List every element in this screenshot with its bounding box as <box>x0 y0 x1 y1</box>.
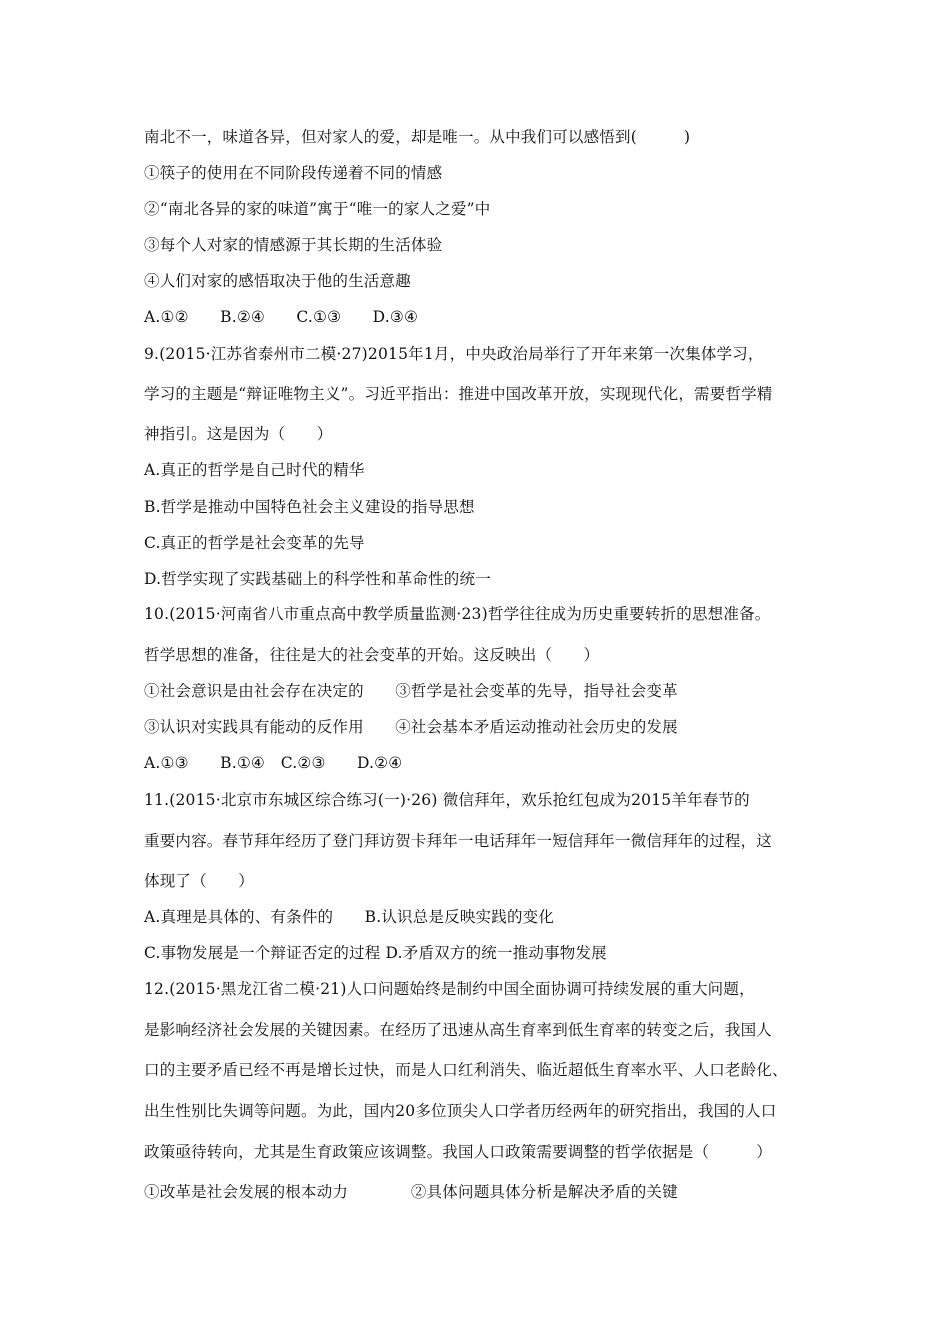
text-line: 神指引。这是因为（ ） <box>144 425 333 443</box>
option-line: C.事物发展是一个辩证否定的过程 D.矛盾双方的统一推动事物发展 <box>144 944 607 962</box>
option-line: D.哲学实现了实践基础上的科学性和革命性的统一 <box>144 570 491 588</box>
option-line: ④人们对家的感悟取决于他的生活意趣 <box>144 272 411 290</box>
option-line: C.真正的哲学是社会变革的先导 <box>144 534 365 552</box>
text-line: 重要内容。春节拜年经历了登门拜访贺卡拜年一电话拜年一短信拜年一微信拜年的过程，这 <box>144 832 773 850</box>
text-line: 学习的主题是“辩证唯物主义”。习近平指出：推进中国改革开放，实现现代化，需要哲学精 <box>144 385 773 403</box>
option-line: ①社会意识是由社会存在决定的 ③哲学是社会变革的先导，指导社会变革 <box>144 682 678 700</box>
text-line: 是影响经济社会发展的关键因素。在经历了迅速从高生育率到低生育率的转变之后，我国人 <box>144 1021 773 1039</box>
option-line: ③每个人对家的情感源于其长期的生活体验 <box>144 236 443 254</box>
text-line: 南北不一，味道各异，但对家人的爱，却是唯一。从中我们可以感悟到( ) <box>144 128 691 146</box>
question-9: 9.(2015·江苏省泰州市二模·27)2015年1月，中央政治局举行了开年来第一次集体学习， <box>144 345 764 363</box>
text-line: 哲学思想的准备，往往是大的社会变革的开始。这反映出（ ） <box>144 646 600 664</box>
option-line: A.真正的哲学是自己时代的精华 <box>144 461 365 479</box>
option-line: ①筷子的使用在不同阶段传递着不同的情感 <box>144 164 443 182</box>
answer-choices: A.①② B.②④ C.①③ D.③④ <box>144 308 419 326</box>
question-12: 12.(2015·黑龙江省二模·21)人口问题始终是制约中国全面协调可持续发展的重大问题， <box>144 980 755 998</box>
answer-choices: A.①③ B.①④ C.②③ D.②④ <box>144 754 403 772</box>
text-line: 政策亟待转向，尤其是生育政策应该调整。我国人口政策需要调整的哲学依据是（ ） <box>144 1143 773 1161</box>
text-line: 出生性别比失调等问题。为此，国内20多位顶尖人口学者历经两年的研究指出，我国的人口 <box>144 1102 777 1120</box>
question-11: 11.(2015·北京市东城区综合练习(一)·26) 微信拜年，欢乐抢红包成为2015羊年春节的 <box>144 791 750 809</box>
option-line: B.哲学是推动中国特色社会主义建设的指导思想 <box>144 498 475 516</box>
option-line: A.真理是具体的、有条件的 B.认识总是反映实践的变化 <box>144 908 555 926</box>
option-line: ②“南北各异的家的味道”寓于“唯一的家人之爱”中 <box>144 200 491 218</box>
option-line: ①改革是社会发展的根本动力 ②具体问题具体分析是解决矛盾的关键 <box>144 1183 678 1201</box>
text-line: 体现了（ ） <box>144 872 254 890</box>
text-line: 口的主要矛盾已经不再是增长过快，而是人口红利消失、临近超低生育率水平、人口老龄化、 <box>144 1061 788 1079</box>
option-line: ③认识对实践具有能动的反作用 ④社会基本矛盾运动推动社会历史的发展 <box>144 718 678 736</box>
question-10: 10.(2015·河南省八市重点高中教学质量监测·23)哲学往往成为历史重要转折的思想准备。 <box>144 605 771 623</box>
